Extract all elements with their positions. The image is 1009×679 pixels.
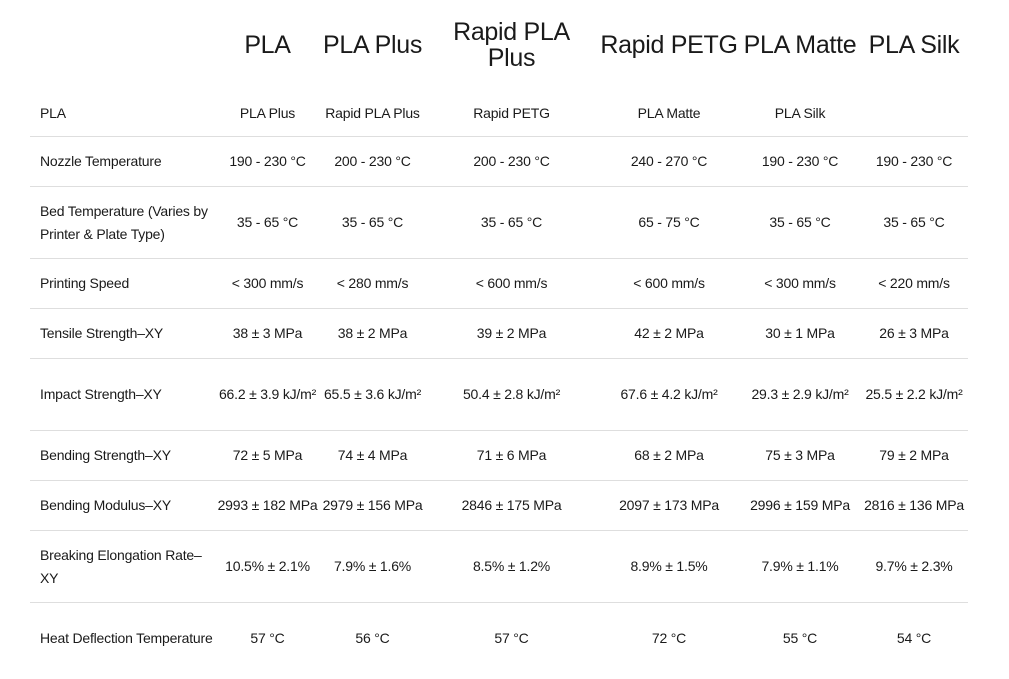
value-cell: 42 ± 2 MPa	[598, 309, 740, 359]
value-cell: 57 °C	[215, 603, 320, 675]
table-row	[30, 481, 968, 531]
column-header: Rapid PETG	[600, 31, 738, 59]
column-header: PLA Plus	[322, 31, 423, 59]
row-label: Heat Deflection Temperature	[30, 603, 215, 675]
value-cell: < 600 mm/s	[425, 259, 598, 309]
value-cell: 2816 ± 136 MPa	[860, 481, 968, 531]
row-label: Bending Strength–XY	[30, 431, 215, 481]
table-row	[30, 187, 968, 259]
value-cell: 8.9% ± 1.5%	[598, 531, 740, 603]
subheader-cell: Rapid PLA Plus	[325, 104, 420, 121]
table-row	[30, 137, 968, 187]
value-cell: < 300 mm/s	[740, 259, 860, 309]
value-cell: 67.6 ± 4.2 kJ/m²	[598, 359, 740, 431]
table-row	[30, 531, 968, 603]
value-cell: 66.2 ± 3.9 kJ/m²	[215, 359, 320, 431]
value-cell: 8.5% ± 1.2%	[425, 531, 598, 603]
row-label: Breaking Elongation Rate–XY	[30, 531, 215, 603]
value-cell: 35 - 65 °C	[860, 187, 968, 259]
table-row	[30, 259, 968, 309]
row-label: Bending Modulus–XY	[30, 481, 215, 531]
row-label: Bed Temperature (Varies by Printer & Plate Type)	[30, 187, 215, 259]
value-cell: 190 - 230 °C	[860, 137, 968, 187]
value-cell: 2846 ± 175 MPa	[425, 481, 598, 531]
value-cell: 71 ± 6 MPa	[425, 431, 598, 481]
value-cell: 7.9% ± 1.1%	[740, 531, 860, 603]
subheader-cell: PLA Silk	[774, 104, 826, 121]
value-cell: 39 ± 2 MPa	[425, 309, 598, 359]
value-cell: 200 - 230 °C	[425, 137, 598, 187]
value-cell: 75 ± 3 MPa	[740, 431, 860, 481]
row-label: Impact Strength–XY	[30, 359, 215, 431]
value-cell: 68 ± 2 MPa	[598, 431, 740, 481]
column-header: PLA Matte	[743, 31, 857, 59]
value-cell: 30 ± 1 MPa	[740, 309, 860, 359]
value-cell: 2979 ± 156 MPa	[320, 481, 425, 531]
value-cell: 190 - 230 °C	[215, 137, 320, 187]
row-label: Nozzle Temperature	[30, 137, 215, 187]
value-cell: < 300 mm/s	[215, 259, 320, 309]
value-cell: 2993 ± 182 MPa	[215, 481, 320, 531]
value-cell: 240 - 270 °C	[598, 137, 740, 187]
value-cell: 35 - 65 °C	[320, 187, 425, 259]
value-cell: 54 °C	[860, 603, 968, 675]
value-cell: 38 ± 3 MPa	[215, 309, 320, 359]
header-empty	[30, 0, 215, 90]
value-cell: 200 - 230 °C	[320, 137, 425, 187]
value-cell: 65 - 75 °C	[598, 187, 740, 259]
value-cell: 2996 ± 159 MPa	[740, 481, 860, 531]
row-label: Printing Speed	[30, 259, 215, 309]
filament-comparison-table	[30, 0, 968, 674]
value-cell: 50.4 ± 2.8 kJ/m²	[425, 359, 598, 431]
value-cell: 35 - 65 °C	[425, 187, 598, 259]
table-row	[30, 359, 968, 431]
value-cell: 190 - 230 °C	[740, 137, 860, 187]
value-cell: 72 °C	[598, 603, 740, 675]
table-row	[30, 603, 968, 675]
subheader-cell: PLA	[40, 104, 66, 121]
value-cell: < 280 mm/s	[320, 259, 425, 309]
value-cell: 56 °C	[320, 603, 425, 675]
column-header: Rapid PLA Plus	[453, 18, 570, 72]
value-cell: 79 ± 2 MPa	[860, 431, 968, 481]
value-cell: 55 °C	[740, 603, 860, 675]
value-cell: 74 ± 4 MPa	[320, 431, 425, 481]
value-cell: 38 ± 2 MPa	[320, 309, 425, 359]
value-cell: 10.5% ± 2.1%	[215, 531, 320, 603]
value-cell: 7.9% ± 1.6%	[320, 531, 425, 603]
value-cell: 2097 ± 173 MPa	[598, 481, 740, 531]
value-cell: 35 - 65 °C	[740, 187, 860, 259]
value-cell: 25.5 ± 2.2 kJ/m²	[860, 359, 968, 431]
subheader-row	[30, 90, 968, 137]
header-row	[30, 0, 968, 90]
value-cell: 72 ± 5 MPa	[215, 431, 320, 481]
value-cell: 35 - 65 °C	[215, 187, 320, 259]
value-cell: < 600 mm/s	[598, 259, 740, 309]
subheader-cell: Rapid PETG	[473, 104, 550, 121]
subheader-cell: PLA Matte	[637, 104, 701, 121]
table-row	[30, 431, 968, 481]
value-cell: 57 °C	[425, 603, 598, 675]
table-row	[30, 309, 968, 359]
column-header: PLA	[244, 31, 291, 59]
value-cell: < 220 mm/s	[860, 259, 968, 309]
subheader-cell: PLA Plus	[239, 104, 296, 121]
value-cell: 9.7% ± 2.3%	[860, 531, 968, 603]
row-label: Tensile Strength–XY	[30, 309, 215, 359]
subheader-cell	[860, 90, 968, 137]
column-header: PLA Silk	[868, 31, 960, 59]
value-cell: 29.3 ± 2.9 kJ/m²	[740, 359, 860, 431]
value-cell: 26 ± 3 MPa	[860, 309, 968, 359]
value-cell: 65.5 ± 3.6 kJ/m²	[320, 359, 425, 431]
